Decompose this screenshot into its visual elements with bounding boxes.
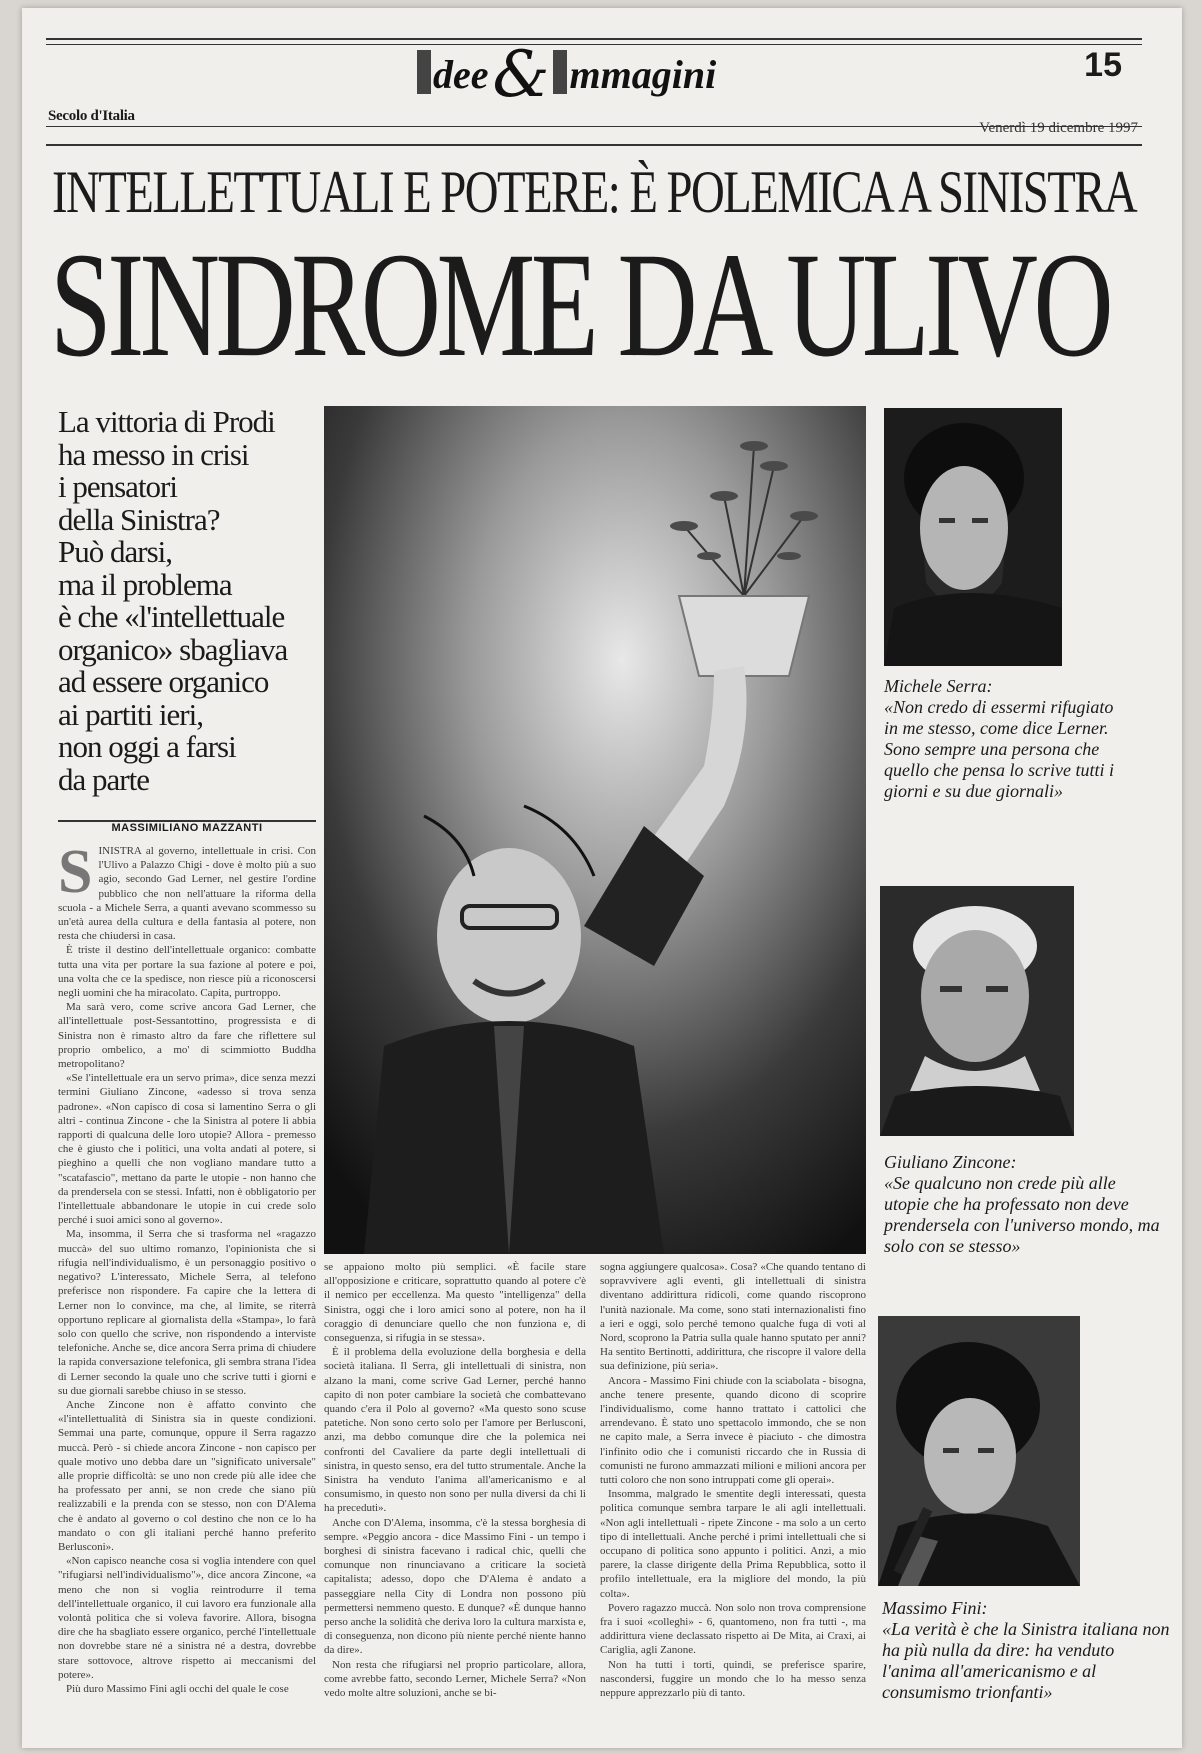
paragraph: È triste il destino dell'intellettuale organico: combatte tutta una vita per portare la sua fazione al potere e poi, una volta che ce la spedisce, non riesce più a riconoscersi negli uomini che ha miracolato. Capita, purtroppo.: [58, 944, 316, 1000]
paragraph: È il problema della evoluzione della borghesia e della società italiana. Il Serra, gli intellettuali di sinistra, non alzano la mani, come scrive Gad Lerner, perché hanno capito di non poter cambiare la società che combattevano quando c'era il Polo al governo? «Ma questo sono scuse patetiche. Non sono certo solo per l'amore per Berlusconi, anzi, ma debbo comunque dire che la polemica nei confronti del Cavaliere da parte degli intellettuali di sinistra, in questo senso, era del tutto strumentale. Anche la Sinistra ha venduto l'anima all'americanismo e al consumismo, in questo non sono per nulla diversi da chi li ha preceduti».: [324, 1346, 586, 1515]
paragraph: Insomma, malgrado le smentite degli interessati, questa politica comunque sembra tarpare le ali agli intellettuali. «Non agli intellettuali - ripete Zincone - ma solo a un certo tipo di intellettuali. Anche perché i primi intellettuali che si occupano di politica sono appunto i politici. Anzi, a mio parere, la classe dirigente della Prima Repubblica, sotto il profilo intellettuale, era la migliore del mondo, la più colta».: [600, 1488, 866, 1600]
portrait-giuliano-zincone: [880, 886, 1074, 1136]
page-number: 15: [1084, 46, 1122, 84]
article-standfirst: [58, 406, 328, 796]
main-photo-image: [324, 406, 866, 1254]
article-column-1: [58, 844, 316, 1744]
section-title-bar-i: [417, 50, 431, 94]
article-headline: SINDROME DA ULIVO: [50, 222, 1110, 388]
portrait-massimo-fini: [878, 1316, 1080, 1586]
standfirst-line: ma il problema: [58, 566, 232, 602]
standfirst-line: da parte: [58, 761, 149, 797]
paragraph: Più duro Massimo Fini agli occhi del quale le cose: [66, 1682, 289, 1695]
paper-name: Secolo d'Italia: [48, 108, 135, 124]
section-title-part2: mmagini: [569, 52, 717, 97]
portrait-image: [880, 886, 1074, 1136]
main-photo: [324, 406, 866, 1254]
masthead-rule: [46, 126, 1142, 127]
section-title-bar-i2: [553, 50, 567, 94]
section-title-ampersand: &: [492, 38, 550, 112]
standfirst-line: ai partiti ieri,: [58, 696, 203, 732]
caption-name: Massimo Fini:: [882, 1598, 988, 1618]
standfirst-line: non oggi a farsi: [58, 729, 236, 764]
caption-giuliano-zincone: [884, 1152, 1164, 1257]
caption-name: Giuliano Zincone:: [884, 1152, 1017, 1172]
standfirst-line: della Sinistra?: [58, 501, 220, 537]
issue-date: Venerdì 19 dicembre 1997: [979, 120, 1138, 136]
standfirst-line: è che «l'intellettuale: [58, 599, 285, 634]
caption-name: Michele Serra:: [884, 676, 993, 696]
article-byline: MASSIMILIANO MAZZANTI: [111, 822, 263, 834]
newspaper-page: [22, 8, 1182, 1748]
section-title: [417, 38, 837, 112]
paragraph: Non resta che rifugiarsi nel proprio particolare, allora, come avrebbe fatto, secondo Lerner, Michele Serra? «Non vedo molte altre soluzioni, anche se bi-: [324, 1658, 586, 1700]
caption-quote: «Non credo di essermi rifugiato in me stesso, come dice Lerner. Sono sempre una persona che quello che pensa lo scrive tutti i giorni e su due giornali»: [884, 697, 1114, 801]
paragraph: Anche con D'Alema, insomma, c'è la stessa borghesia di sempre. «Peggio ancora - dice Massimo Fini - un tempo i borghesi di sinistra facevano i radical chic, quelli che comunque non rinunciavano a criticare la società capitalista; adesso, dopo che D'Alema è andato a passeggiare nella City di Londra non possono più permettersi nemmeno questo. E dunque? «È dunque hanno perso anche la solidità che deriva loro la cultura marxista e, di conseguenza, non dicono più niente perché niente hanno da dire».: [324, 1516, 586, 1657]
paragraph: se appaiono molto più semplici. «È facile stare all'opposizione e criticare, soprattutto quando al potere c'è il nemico per eccellenza. Ma questo "intelligenza" della Sinistra, oggi che i loro amici sono al potere, non ha il coraggio di denunciare quello che non funziona e, di conseguenza, si rifugia in se stessa».: [324, 1261, 586, 1345]
caption-quote: «Se qualcuno non crede più alle utopie che ha professato non deve prendersela con l'universo mondo, ma solo con se stesso»: [884, 1173, 1160, 1256]
article-column-2: [324, 1260, 586, 1745]
portrait-image: [884, 408, 1062, 666]
paragraph: Ma, insomma, il Serra che si trasforma nel «ragazzo muccà» del suo ultimo romanzo, l'opinionista che si rifugia nell'individualismo, è un personaggio positivo o negativo? L'interessato, Michele Serra, al telefono preferisce non rispondere. Fa capire che la lettera di Lerner non lo convince, ma che, al limite, se riterrà opportuno replicare al giornalista della «Stampa», lo farà solo con quello che scrive, non rispondendo a interviste telefoniche. Anche se, dice ancora Serra prima di chiudere la rapida conversazione telefonica, gli sembra strana l'idea di Lerner secondo la quale uno che scrive tutti i giorni e su due giornali sarebbe chiuso in se stesso.: [58, 1228, 316, 1397]
standfirst-line: ha messo in crisi: [58, 436, 249, 472]
paragraph: Povero ragazzo muccà. Non solo non trova comprensione fra i suoi «colleghi» - 6, quantomeno, non fra tutti -, ma addirittura viene declassato rispetto ai De Mita, ai Craxi, ai Cariglia, agli Zanone.: [600, 1601, 866, 1657]
standfirst-line: i pensatori: [58, 469, 177, 504]
paragraph: Ancora - Massimo Fini chiude con la sciabolata - bisogna, anche tenere presente, quando dicono di scoprire l'individualismo, come hanno trattato i cattolici che arrendevano. È stato uno spettacolo immondo, che se non ne capito male, a Serra invece è piaciuto - che dimostra l'infinito odio che i comunisti riccardo che in Russia di comunisti ne furono ammazzati milioni e milioni ancora per tutti coloro che non sono intruppati come gli operai».: [600, 1374, 866, 1487]
paragraph: sogna aggiungere qualcosa». Cosa? «Che quando tentano di sopravvivere agli eventi, gli intellettuali di sinistra diventano addirittura ridicoli, come quando riscoprono l'unità nazionale. Ma come, sono stati internazionalisti fino a ieri e oggi, solo perché temono qualche fuga di voti al Nord, scoprono la Patria sulla quale hanno sputato per anni? Ha sentito Bertinotti, addirittura, che riscopre il valore della sua definizione, più seria».: [600, 1261, 866, 1373]
standfirst-line: ad essere organico: [58, 664, 269, 699]
standfirst-line: La vittoria di Prodi: [58, 404, 275, 439]
masthead-rule-lower: [46, 144, 1142, 146]
section-title-part1: dee: [433, 52, 489, 97]
paragraph: Non ha tutti i torti, quindi, se preferisce sparire, nascondersi, fuggire un mondo che lo ha messo senza neppure apprezzarlo più di tanto.: [600, 1658, 866, 1700]
paragraph: Anche Zincone non è affatto convinto che «l'intellettualità di Sinistra sia in queste condizioni. Semmai una parte, comunque, oppure il Serra ragazzo muccà. Però - si chiede ancora Zincone - non capisco per quale motivo uno debba dare un "significato universale" alle proprie difficoltà: se uno non crede più alle idee che ha professato per anni, se non crede che siano più realizzabili e la prenda con se stesso, non con D'Alema che è andato al governo o col destino che non ce lo ha mandato o con gli italiani perché hanno preferito Berlusconi».: [58, 1398, 316, 1553]
paragraph: «Se l'intellettuale era un servo prima», dice senza mezzi termini Giuliano Zincone, «adesso si trova senza padrone». «Non capisco di cosa si lamentino Serra o gli altri - continua Zincone - che la Sinistra al potere li abbia rapporti di qualcuna delle loro utopie? Allora - premesso che è giusto che i politici, una volta andati al potere, si pieghino a quelli che non vogliano mandare tutto a "scatafascio", mettano da parte le utopie - non hanno che da prendersela con se stessi. Infatti, non è obbligatorio per l'intellettuale abbandonare le utopie in cui crede solo perché i suoi amici sono al governo».: [58, 1072, 316, 1227]
paragraph: «Non capisco neanche cosa si voglia intendere con quel "rifugiarsi nell'individualismo"», dice ancora Zincone, «a meno che non si voglia reintrodurre il tema dell'intellettuale organico, il cui lavoro era funzionale alla volontà politica che si voleva favorire. Allora, bisogna dire che ha sbagliato essere organico, perché l'intellettuale non dovrebbe stare né a sinistra né a destra, dovrebbe stare sottovoce, altrove rispetto ai meccanismi del potere».: [58, 1555, 316, 1681]
caption-massimo-fini: [882, 1598, 1172, 1703]
paragraph: INISTRA al governo, intellettuale in crisi. Con l'Ulivo a Palazzo Chigi - dove è molto più a suo agio, secondo Gad Lerner, nel gestire l'ordine pubblico che non nell'attuare la riforma della scuola - a Michele Serra, a quanti avevano scommesso su un'età aurea della cultura e della fantasia al potere, non resta che chiudersi in casa.: [58, 845, 316, 943]
standfirst-line: organico» sbagliava: [58, 631, 288, 667]
portrait-michele-serra: [884, 408, 1062, 666]
article-kicker: INTELLETTUALI E POTERE: È POLEMICA A SINISTRA: [52, 159, 1137, 225]
caption-michele-serra: [884, 676, 1124, 802]
paragraph: Ma sarà vero, come scrive ancora Gad Lerner, che all'intellettuale post-Sessantottino, progressista e di Sinistra non è rimasto altro da fare che riflettere sul proprio ombelico, a mo' di scimmiotto Buddha metropolitano?: [58, 1001, 316, 1071]
caption-quote: «La verità è che la Sinistra italiana non ha più nulla da dire: ha venduto l'anima all'americanismo e al consumismo trionfanti»: [882, 1619, 1170, 1702]
standfirst-line: Può darsi,: [58, 534, 172, 569]
portrait-image: [878, 1316, 1080, 1586]
article-column-3: [600, 1260, 866, 1745]
drop-cap: S: [58, 844, 93, 906]
